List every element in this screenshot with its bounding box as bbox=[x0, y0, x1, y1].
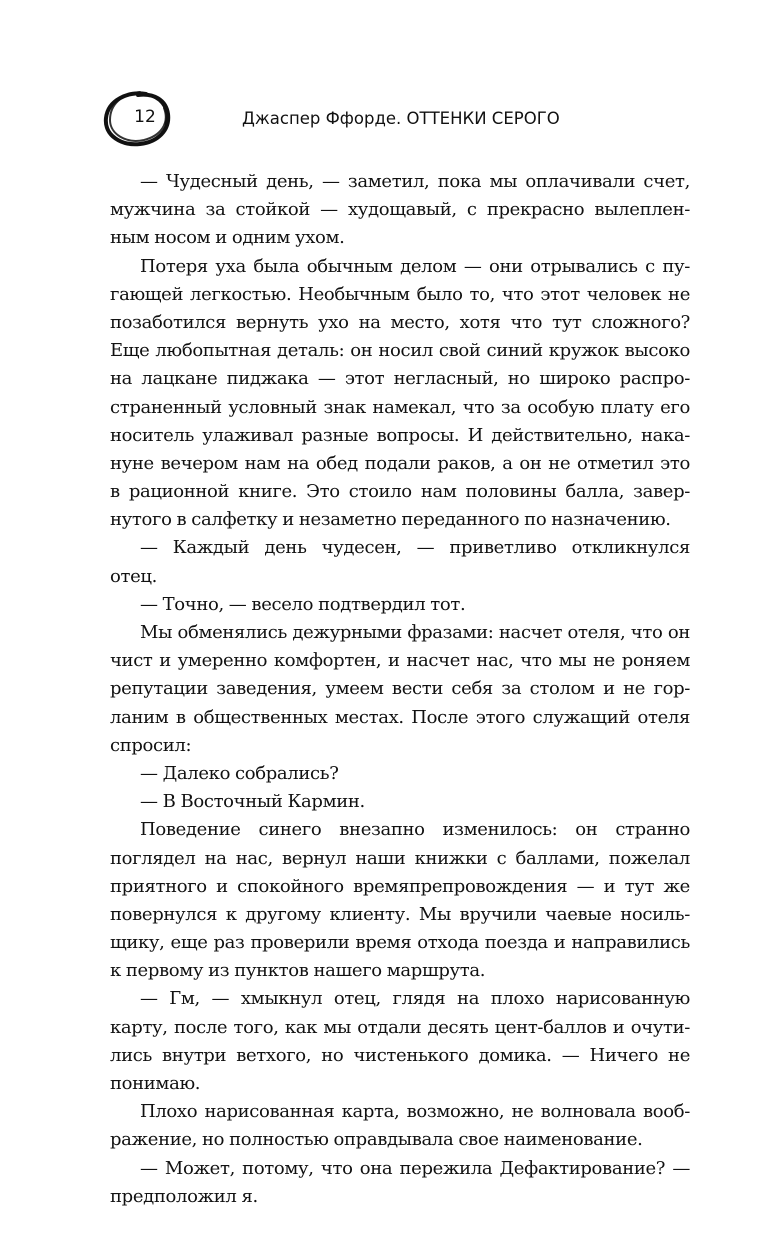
text-line: — В Восточный Кармин. bbox=[140, 791, 365, 813]
text-line: Еще любопытная деталь: он носил свой синий кружок высоко bbox=[110, 340, 690, 362]
text-line: — Каждый день чудесен, — приветливо откликнулся bbox=[140, 537, 690, 559]
text-line: Поведение синего внезапно изменилось: он странно bbox=[140, 819, 690, 841]
text-line: репутации заведения, умеем вести себя за столом и не гор- bbox=[110, 678, 690, 700]
text-line: — Может, потому, что она пережила Дефактирование? — bbox=[140, 1157, 690, 1179]
text-line: мужчина за стойкой — худощавый, с прекрасно вылеплен- bbox=[110, 199, 690, 221]
text-line: приятного и спокойного времяпрепровождения — и тут же bbox=[110, 875, 690, 897]
text-line: карту, после того, как мы отдали десять цент-баллов и очути- bbox=[110, 1016, 690, 1038]
page-number: 12 bbox=[134, 107, 156, 127]
text-line: нуне вечером нам на обед подали раков, а он не отметил это bbox=[110, 452, 690, 474]
running-title: Джаспер Ффорде. ОТТЕНКИ СЕРОГО bbox=[242, 109, 560, 128]
text-line: понимаю. bbox=[110, 1073, 201, 1094]
text-line: повернулся к другому клиенту. Мы вручили чаевые носиль- bbox=[110, 903, 690, 925]
text-line: — Точно, — весело подтвердил тот. bbox=[140, 593, 466, 615]
text-line: лись внутри ветхого, но чистенького домика. — Ничего не bbox=[110, 1044, 690, 1066]
text-line: — Далеко собрались? bbox=[140, 762, 339, 784]
text-line: ным носом и одним ухом. bbox=[110, 227, 345, 249]
text-line: гающей легкостью. Необычным было то, что этот человек не bbox=[110, 283, 690, 305]
text-line: Плохо нарисованная карта, возможно, не волновала вооб- bbox=[140, 1101, 690, 1123]
text-line: Потеря уха была обычным делом — они отрывались с пу- bbox=[140, 255, 690, 277]
text-line: на лацкане пиджака — этот негласный, но широко распро- bbox=[110, 368, 690, 390]
text-line: — Чудесный день, — заметил, пока мы оплачивали счет, bbox=[140, 171, 690, 192]
text-line: — Гм, — хмыкнул отец, глядя на плохо нарисованную bbox=[140, 988, 690, 1010]
text-line: отец. bbox=[110, 565, 157, 587]
text-line: позаботился вернуть ухо на место, хотя что тут сложного? bbox=[110, 311, 690, 333]
text-line: ланим в общественных местах. После этого служащий отеля bbox=[110, 706, 690, 728]
text-line: носитель улаживал разные вопросы. И действительно, нака- bbox=[110, 424, 690, 446]
text-line: в рационной книге. Это стоило нам половины балла, завер- bbox=[110, 481, 690, 503]
text-line: поглядел на нас, вернул наши книжки с баллами, пожелал bbox=[110, 847, 690, 869]
text-line: чист и умеренно комфортен, и насчет нас, что мы не роняем bbox=[110, 650, 690, 672]
text-line: Мы обменялись дежурными фразами: насчет отеля, что он bbox=[140, 622, 690, 643]
body-text bbox=[110, 168, 690, 1211]
text-line: предположил я. bbox=[110, 1185, 258, 1207]
text-line: к первому из пунктов нашего маршрута. bbox=[110, 960, 486, 982]
text-line: нутого в салфетку и незаметно переданного по назначению. bbox=[110, 509, 671, 531]
text-line: спросил: bbox=[110, 734, 192, 756]
text-line: ражение, но полностью оправдывала свое наименование. bbox=[110, 1129, 643, 1151]
text-line: страненный условный знак намекал, что за особую плату его bbox=[110, 396, 690, 418]
text-line: щику, еще раз проверили время отхода поезда и направились bbox=[110, 932, 690, 954]
page-header bbox=[100, 88, 700, 148]
